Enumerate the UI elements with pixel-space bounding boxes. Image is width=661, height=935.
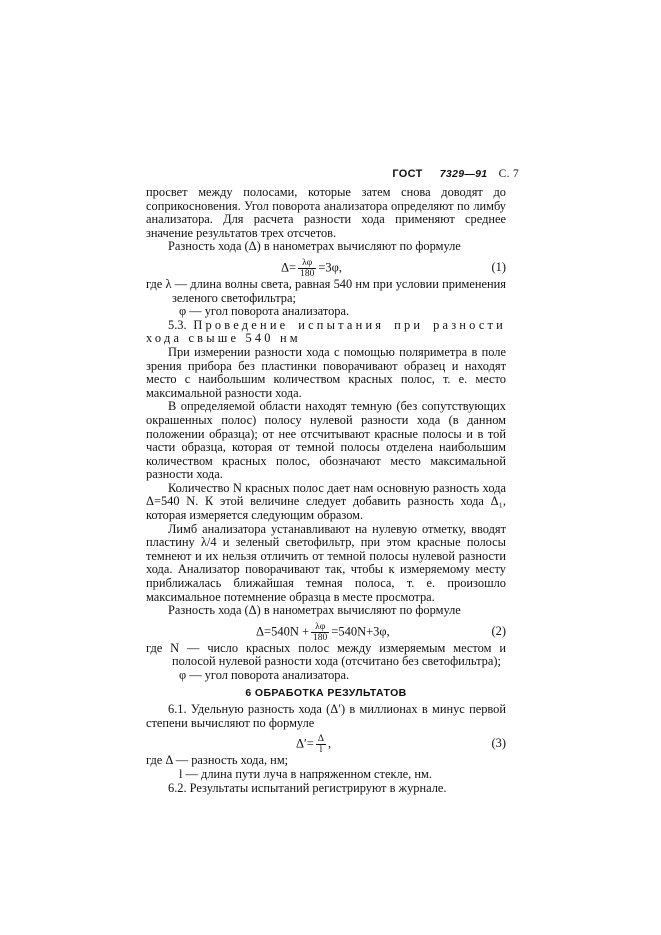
definition-n-text: число красных полос между измеряемым местом и полосой нулевой разности хода (отсчитано без светофильтра);: [172, 640, 506, 669]
definition-phi: φ — угол поворота анализатора.: [179, 304, 350, 319]
definition-delta: где Δ — разность хода, нм;: [146, 753, 289, 768]
definition-n-prefix: где N —: [146, 640, 200, 655]
section-5-3-number: 5.3.: [168, 317, 187, 332]
paragraph: При измерении разности хода с помощью поляриметра в поле зрения прибора без пластинки поворачивают образец и находят место с наибольшим количеством красных полос, т. е. место максимальной разности хода.: [146, 344, 506, 400]
formula-3-fraction: [316, 734, 326, 755]
formula-3-denominator: l: [319, 745, 323, 756]
section-heading-5-3: [146, 319, 506, 346]
formula-1-numerator: λφ: [298, 258, 316, 269]
paragraph: В определяемой области находят темную (без сопутствующих окрашенных полос) полосу нулевой разности хода (в данном положении образца); от нее отсчитывают красные полосы и в той части образца, которая от темной полосы отделена наибольшим количеством красных полос, обозначают место максимальной разности хода.: [146, 399, 506, 482]
paragraph: Лимб анализатора устанавливают на нулевую отметку, вводят пластину λ/4 и зеленый светофильтр, при этом красные полосы темнеют и их нельзя отличить от темной полосы нулевой разности хода. Анализатор поворачивают так, чтобы к измеряемому месту приближалась ближайшая темная полоса, т. е. произошло максимальное потемнение образца в месте просмотра.: [146, 521, 506, 604]
formula-1-rhs: =3φ,: [318, 260, 342, 275]
header-standard-number: 7329—91: [439, 168, 488, 180]
page-header: [392, 168, 519, 180]
paragraph: Количество N красных полос дает нам основную разность хода Δ=540 N. К этой величине следует добавить разность хода Δ₁, которая измеряется следующим образом.: [146, 480, 506, 523]
formula-2-number: (2): [491, 623, 506, 638]
formula-3: [146, 730, 506, 754]
document-body: [146, 186, 506, 795]
formula-2: [146, 618, 506, 642]
paragraph: Разность хода (Δ) в нанометрах вычисляют по формуле: [168, 239, 461, 254]
formula-2-rhs: =540N+3φ,: [331, 624, 390, 639]
definition-phi-2: φ — угол поворота анализатора.: [179, 668, 350, 682]
formula-3-number: (3): [491, 736, 506, 751]
formula-3-rhs: ,: [327, 736, 332, 751]
formula-1-number: (1): [491, 259, 506, 274]
definition-lambda-text: длина волны света, равная 540 нм при условии применения зеленого светофильтра;: [172, 276, 506, 305]
formula-3-numerator: Δ: [317, 734, 324, 745]
formula-1-fraction: [298, 258, 316, 279]
paragraph: 6.1. Удельную разность хода (Δ′) в миллионах в минус первой степени вычисляют по формуле: [146, 702, 506, 730]
formula-2-fraction: [311, 622, 329, 643]
header-gost: ГОСТ: [392, 168, 423, 180]
paragraph: Разность хода (Δ) в нанометрах вычисляют по формуле: [168, 603, 461, 618]
formula-1-denominator: 180: [300, 268, 315, 279]
formula-3-lhs: Δ′=: [296, 736, 314, 751]
definition-lambda: [146, 276, 506, 305]
definition-l: l — длина пути луча в напряженном стекле, нм.: [179, 766, 432, 781]
paragraph: 6.2. Результаты испытаний регистрируют в журнале.: [168, 780, 447, 795]
formula-1-lhs: Δ=: [281, 260, 297, 275]
section-5-3-title: Проведение испытания при разности хода свыше 540 нм: [146, 317, 506, 346]
formula-1: [146, 254, 506, 278]
definition-n: [146, 640, 506, 669]
formula-2-denominator: 180: [313, 632, 328, 643]
header-page-label: С. 7: [498, 168, 519, 180]
formula-2-lhs: Δ=540N +: [256, 624, 310, 639]
section-heading-6: 6 ОБРАБОТКА РЕЗУЛЬТАТОВ: [245, 686, 407, 699]
paragraph: просвет между полосами, которые затем снова доводят до соприкосновения. Угол поворота анализатора определяют по лимбу анализатора. Для расчета разности хода применяют среднее значение результатов трех отсчетов.: [146, 185, 506, 240]
definition-lambda-prefix: где λ —: [146, 276, 188, 291]
formula-2-numerator: λφ: [311, 622, 329, 633]
